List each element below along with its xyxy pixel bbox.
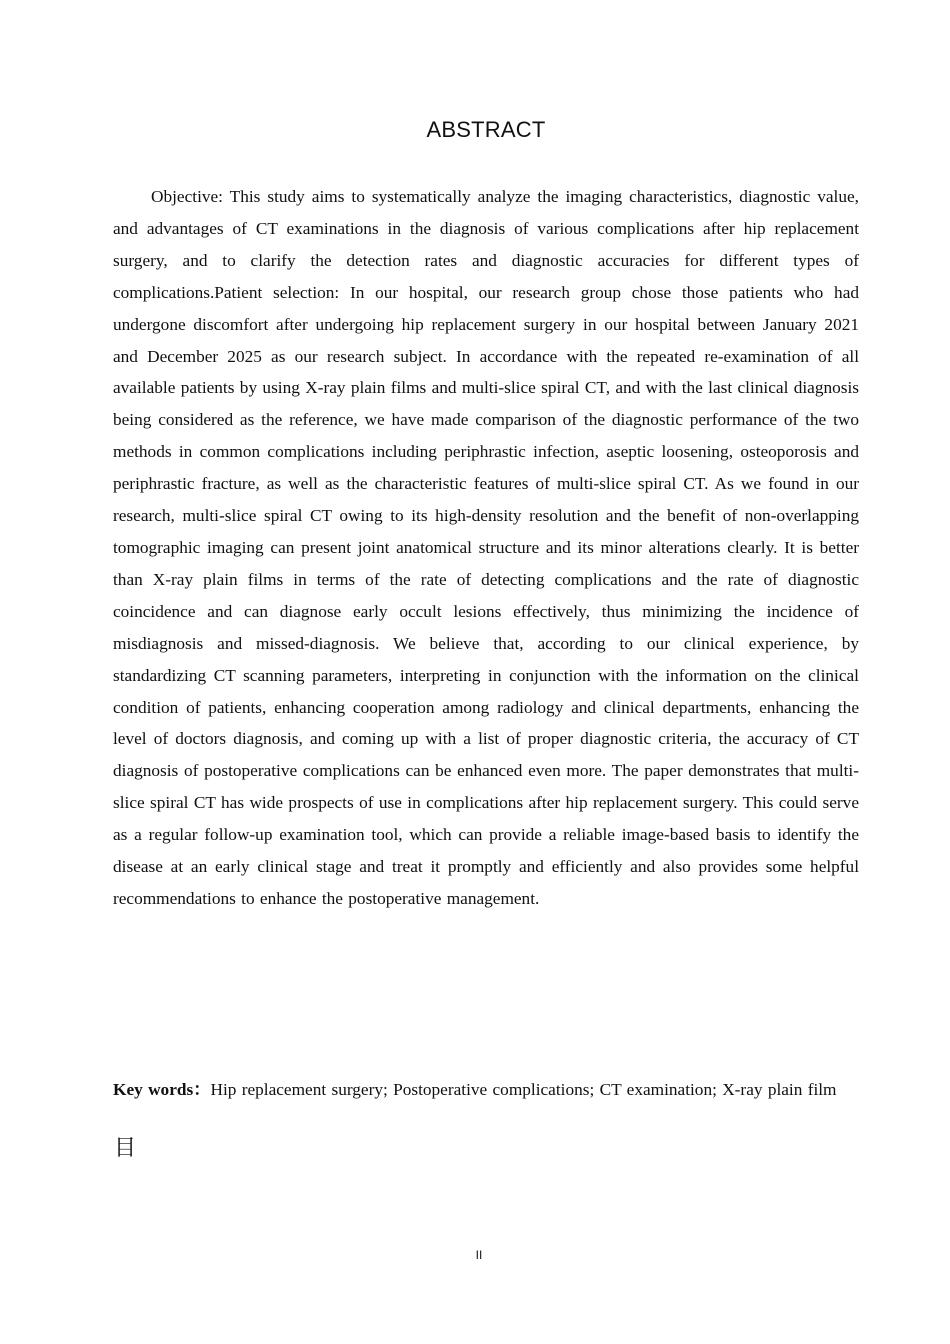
keywords-paragraph (113, 1074, 859, 1106)
page-number: II (475, 1248, 483, 1262)
abstract-title: ABSTRACT (426, 117, 546, 142)
keywords-text: Hip replacement surgery; Postoperative complications; CT examination; X-ray plain film (210, 1080, 837, 1099)
keywords-label: Key words： (113, 1080, 211, 1099)
table-of-contents-heading: 目 (114, 1136, 137, 1161)
abstract-body: Objective: This study aims to systematically analyze the imaging characteristics, diagnostic value, and advantages of CT examinations in the diagnosis of various complications after hip replacement surgery, and to clarify the detection rates and diagnostic accuracies for different types of complications.Patient selection: In our hospital, our research group chose those patients who had undergone discomfort after undergoing hip replacement surgery in our hospital between January 2021 and December 2025 as our research subject. In accordance with the repeated re-examination of all available patients by using X-ray plain films and multi-slice spiral CT, and with the last clinical diagnosis being considered as the reference, we have made comparison of the diagnostic performance of the two methods in common complications including periphrastic infection, aseptic loosening, osteoporosis and periphrastic fracture, as well as the characteristic features of multi-slice spiral CT. As we found in our research, multi-slice spiral CT owing to its high-density resolution and the benefit of non-overlapping tomographic imaging can present joint anatomical structure and its minor alterations clearly. It is better than X-ray plain films in terms of the rate of detecting complications and the rate of diagnostic coincidence and can diagnose early occult lesions effectively, thus minimizing the incidence of misdiagnosis and missed-diagnosis. We believe that, according to our clinical experience, by standardizing CT scanning parameters, interpreting in conjunction with the information on the clinical condition of patients, enhancing cooperation among radiology and clinical departments, enhancing the level of doctors diagnosis, and coming up with a list of proper diagnostic criteria, the accuracy of CT diagnosis of postoperative complications can be enhanced even more. The paper demonstrates that multi-slice spiral CT has wide prospects of use in complications after hip replacement surgery. This could serve as a regular follow-up examination tool, which can provide a reliable image-based basis to identify the disease at an early clinical stage and treat it promptly and efficiently and also provides some helpful recommendations to enhance the postoperative management. (113, 187, 859, 908)
